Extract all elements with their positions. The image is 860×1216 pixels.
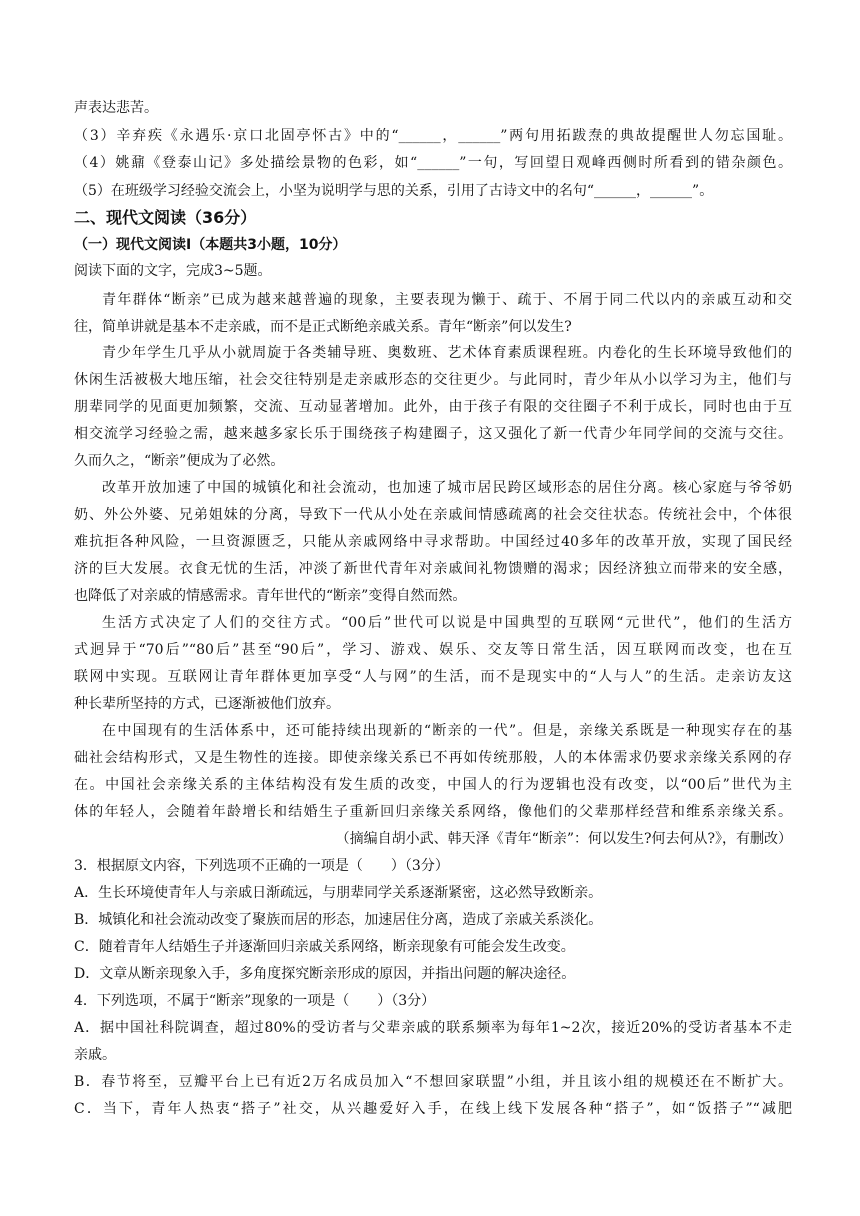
- passage-line: 种长辈所坚持的方式，已逐渐被他们放弃。: [74, 696, 340, 712]
- question-4-option-c: C．当下，青年人热衷“搭子”社交，从兴趣爱好入手，在线上线下发展各种“搭子”，如“饭搭子”“减肥: [74, 1101, 792, 1117]
- passage-line: 往，简单讲就是基本不走亲戚，而不是正式断绝亲戚关系。青年“断亲”何以发生?: [74, 319, 572, 335]
- passage-line: 青年群体“断亲”已成为越来越普遍的现象，主要表现为懒于、疏于、不屑于同二代以内的亲戚互动和交: [102, 292, 792, 308]
- passage-line: 生活方式决定了人们的交往方式。“00后”世代可以说是中国典型的互联网“元世代”，他们的生活方: [102, 615, 792, 631]
- question-3-option-b: B．城镇化和社会流动改变了聚族而居的形态，加速居住分离，造成了亲戚关系淡化。: [74, 912, 603, 928]
- question-4-stem: 4．下列选项，不属于“断亲”现象的一项是（ ）（3分）: [74, 993, 436, 1009]
- question-item-4: （4）姚鼐《登泰山记》多处描绘景物的色彩，如“______”一句，写回望日观峰西侧时所看到的错杂颜色。: [74, 155, 792, 171]
- question-item-5: （5）在班级学习经验交流会上，小坚为说明学与思的关系，引用了古诗文中的名句“______，______”。: [74, 183, 714, 199]
- passage-line: 式迥异于“70后”“80后”甚至“90后”，学习、游戏、娱乐、交友等日常生活，因互联网而改变，也在互: [74, 642, 792, 658]
- question-4-option-b: B．春节将至，豆瓣平台上已有近2万名成员加入“不想回家联盟”小组，并且该小组的规模还在不断扩大。: [74, 1074, 792, 1090]
- passage-line: 久而久之，“断亲”便成为了必然。: [74, 453, 285, 469]
- question-4-option-a: A．据中国社科院调查，超过80%的受访者与父辈亲戚的联系频率为每年1~2次，接近20%的受访者基本不走: [74, 1020, 792, 1036]
- question-item-3: （3）辛弃疾《永遇乐·京口北固亭怀古》中的“______，______”两句用拓跋焘的典故提醒世人勿忘国耻。: [74, 128, 792, 144]
- passage-line: 础社会结构形式，又是生物性的连接。即使亲缘关系已不再如传统那般，人的本体需求仍要求亲缘关系网的存: [74, 750, 792, 766]
- passage-line: 奶、外公外婆、兄弟姐妹的分离，导致下一代从小处在亲戚间情感疏离的社会交往状态。传统社会中，个体很: [74, 507, 792, 523]
- passage-line: 青少年学生几乎从小就周旋于各类辅导班、奥数班、艺术体育素质课程班。内卷化的生长环境导致他们的: [102, 345, 792, 361]
- passage-line: 体的年轻人，会随着年龄增长和结婚生子重新回归亲缘关系网络，像他们的父辈那样经营和维系亲缘关系。: [74, 804, 792, 820]
- passage-line: 也降低了对亲戚的情感需求。青年世代的“断亲”变得自然而然。: [74, 588, 467, 604]
- passage-line: 联网中实现。互联网让青年群体更加享受“人与网”的生活，而不是现实中的“人与人”的生活。走亲访友这: [74, 669, 792, 685]
- subsection-title: （一）现代文阅读Ⅰ（本题共3小题，10分）: [74, 237, 347, 253]
- question-3-option-d: D．文章从断亲现象入手，多角度探究断亲形成的原因，并指出问题的解决途径。: [74, 966, 576, 982]
- passage-line: 在。中国社会亲缘关系的主体结构没有发生质的改变，中国人的行为逻辑也没有改变，以“00后”世代为主: [74, 777, 792, 793]
- passage-line: 济的巨大发展。衣食无忧的生活，冲淡了新世代青年对亲戚间礼物馈赠的渴求；因经济独立而带来的安全感，: [74, 561, 792, 577]
- reading-instruction: 阅读下面的文字，完成3~5题。: [74, 263, 272, 279]
- top-line-1: 声表达悲苦。: [74, 100, 158, 116]
- question-4-option-a-cont: 亲戚。: [74, 1047, 116, 1063]
- passage-line: 朋辈同学的见面更加频繁，交流、互动显著增加。此外，由于孩子有限的交往圈子不利于成长，同时也由于互: [74, 399, 792, 415]
- passage-source: （摘编自胡小武、韩天泽《青年“断亲”：何以发生?何去何从?》，有删改）: [335, 831, 792, 847]
- passage-line: 在中国现有的生活体系中，还可能持续出现新的“断亲的一代”。但是，亲缘关系既是一种现实存在的基: [102, 723, 792, 739]
- passage-line: 改革开放加速了中国的城镇化和社会流动，也加速了城市居民跨区域形态的居住分离。核心家庭与爷爷奶: [102, 480, 792, 496]
- question-3-option-a: A．生长环境使青年人与亲戚日渐疏远，与朋辈同学关系逐渐紧密，这必然导致断亲。: [74, 885, 603, 901]
- section-title: 二、现代文阅读（36分）: [74, 208, 257, 227]
- question-3-stem: 3．根据原文内容，下列选项不正确的一项是（ ）（3分）: [74, 858, 449, 874]
- question-3-option-c: C．随着青年人结婚生子并逐渐回归亲戚关系网络，断亲现象有可能会发生改变。: [74, 939, 575, 955]
- passage-line: 难抗拒各种风险，一旦资源匮乏，只能从亲戚网络中寻求帮助。中国经过40多年的改革开放，实现了国民经: [74, 534, 792, 550]
- passage-line: 休闲生活被极大地压缩，社会交往特别是走亲戚形态的交往更少。与此同时，青少年从小以学习为主，他们与: [74, 372, 792, 388]
- passage-line: 相交流学习经验之需，越来越多家长乐于围绕孩子构建圈子，这又强化了新一代青少年同学间的交流与交往。: [74, 426, 792, 442]
